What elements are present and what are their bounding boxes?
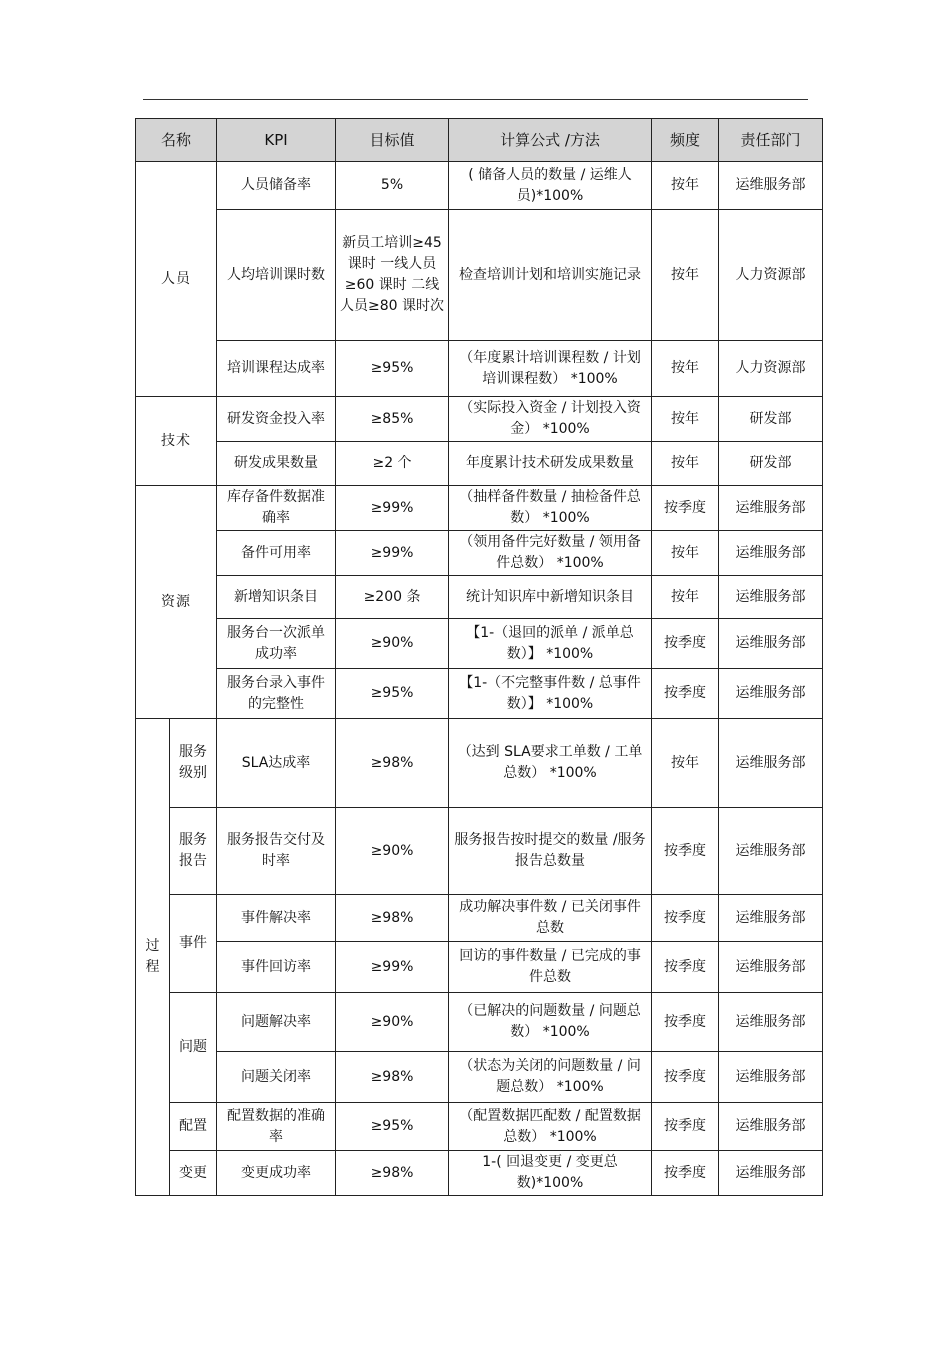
table-row	[136, 210, 823, 341]
target-cell: ≥99%	[336, 531, 449, 576]
target-cell: ≥95%	[336, 341, 449, 397]
department-cell: 运维服务部	[719, 531, 823, 576]
department-cell: 人力资源部	[719, 210, 823, 341]
category-process: 过程	[136, 719, 170, 1196]
department-cell: 研发部	[719, 397, 823, 442]
header-rule	[143, 99, 808, 100]
department-cell: 运维服务部	[719, 1151, 823, 1196]
frequency-cell: 按季度	[652, 1151, 719, 1196]
department-cell: 运维服务部	[719, 1103, 823, 1151]
frequency-cell: 按季度	[652, 619, 719, 669]
department-cell: 运维服务部	[719, 719, 823, 808]
target-cell: ≥98%	[336, 895, 449, 942]
subcategory-problem: 问题	[170, 993, 217, 1103]
kpi-cell: 服务台录入事件的完整性	[217, 669, 336, 719]
frequency-cell: 按季度	[652, 486, 719, 531]
formula-cell: （抽样备件数量 / 抽检备件总数） *100%	[449, 486, 652, 531]
table-row	[136, 531, 823, 576]
kpi-cell: 人员储备率	[217, 162, 336, 210]
frequency-cell: 按季度	[652, 808, 719, 895]
category-technology: 技术	[136, 397, 217, 486]
kpi-cell: 研发资金投入率	[217, 397, 336, 442]
formula-cell: 年度累计技术研发成果数量	[449, 442, 652, 486]
formula-cell: 成功解决事件数 / 已关闭事件总数	[449, 895, 652, 942]
kpi-cell: 配置数据的准确率	[217, 1103, 336, 1151]
frequency-cell: 按年	[652, 397, 719, 442]
subcategory-incident: 事件	[170, 895, 217, 993]
kpi-cell: 培训课程达成率	[217, 341, 336, 397]
category-personnel: 人员	[136, 162, 217, 397]
formula-cell: （状态为关闭的问题数量 / 问题总数） *100%	[449, 1052, 652, 1103]
target-cell: ≥85%	[336, 397, 449, 442]
subcategory-config: 配置	[170, 1103, 217, 1151]
target-cell: 5%	[336, 162, 449, 210]
header-department: 责任部门	[719, 119, 823, 162]
frequency-cell: 按年	[652, 576, 719, 619]
formula-cell: 检查培训计划和培训实施记录	[449, 210, 652, 341]
header-name: 名称	[136, 119, 217, 162]
table-row	[136, 669, 823, 719]
formula-cell: 【1-（不完整事件数 / 总事件数）】 *100%	[449, 669, 652, 719]
table-header-row	[136, 119, 823, 162]
target-cell: ≥99%	[336, 486, 449, 531]
kpi-cell: 事件解决率	[217, 895, 336, 942]
formula-cell: （年度累计培训课程数 / 计划培训课程数） *100%	[449, 341, 652, 397]
table-row	[136, 442, 823, 486]
frequency-cell: 按季度	[652, 895, 719, 942]
table-row	[136, 486, 823, 531]
table-row	[136, 341, 823, 397]
kpi-cell: 服务报告交付及时率	[217, 808, 336, 895]
frequency-cell: 按季度	[652, 942, 719, 993]
kpi-cell: 事件回访率	[217, 942, 336, 993]
frequency-cell: 按年	[652, 210, 719, 341]
target-cell: ≥90%	[336, 993, 449, 1052]
department-cell: 运维服务部	[719, 486, 823, 531]
header-target: 目标值	[336, 119, 449, 162]
target-cell: ≥99%	[336, 942, 449, 993]
target-cell: ≥98%	[336, 1151, 449, 1196]
department-cell: 运维服务部	[719, 619, 823, 669]
header-formula: 计算公式 /方法	[449, 119, 652, 162]
table-row	[136, 942, 823, 993]
table-row	[136, 1052, 823, 1103]
department-cell: 研发部	[719, 442, 823, 486]
formula-cell: 【1-（退回的派单 / 派单总数）】 *100%	[449, 619, 652, 669]
formula-cell: 服务报告按时提交的数量 /服务报告总数量	[449, 808, 652, 895]
formula-cell: 统计知识库中新增知识条目	[449, 576, 652, 619]
header-frequency: 频度	[652, 119, 719, 162]
department-cell: 运维服务部	[719, 808, 823, 895]
frequency-cell: 按年	[652, 531, 719, 576]
kpi-cell: 服务台一次派单成功率	[217, 619, 336, 669]
target-cell: ≥90%	[336, 619, 449, 669]
frequency-cell: 按年	[652, 719, 719, 808]
kpi-cell: 问题解决率	[217, 993, 336, 1052]
table-row	[136, 895, 823, 942]
kpi-table	[135, 118, 823, 1196]
formula-cell: 回访的事件数量 / 已完成的事件总数	[449, 942, 652, 993]
frequency-cell: 按年	[652, 442, 719, 486]
table-row	[136, 576, 823, 619]
table-row	[136, 162, 823, 210]
formula-cell: 1-( 回退变更 / 变更总数)*100%	[449, 1151, 652, 1196]
frequency-cell: 按季度	[652, 993, 719, 1052]
target-cell: ≥2 个	[336, 442, 449, 486]
kpi-cell: 变更成功率	[217, 1151, 336, 1196]
department-cell: 人力资源部	[719, 341, 823, 397]
department-cell: 运维服务部	[719, 993, 823, 1052]
target-cell: ≥98%	[336, 1052, 449, 1103]
department-cell: 运维服务部	[719, 162, 823, 210]
table-row	[136, 719, 823, 808]
table-row	[136, 1151, 823, 1196]
table-row	[136, 1103, 823, 1151]
formula-cell: （领用备件完好数量 / 领用备件总数） *100%	[449, 531, 652, 576]
kpi-cell: 新增知识条目	[217, 576, 336, 619]
department-cell: 运维服务部	[719, 576, 823, 619]
subcategory-service-report: 服务报告	[170, 808, 217, 895]
table-row	[136, 808, 823, 895]
kpi-cell: 库存备件数据准确率	[217, 486, 336, 531]
kpi-cell: 人均培训课时数	[217, 210, 336, 341]
frequency-cell: 按年	[652, 341, 719, 397]
target-cell: ≥95%	[336, 1103, 449, 1151]
formula-cell: （配置数据匹配数 / 配置数据总数） *100%	[449, 1103, 652, 1151]
formula-cell: （实际投入资金 / 计划投入资金） *100%	[449, 397, 652, 442]
target-cell: ≥90%	[336, 808, 449, 895]
kpi-cell: 备件可用率	[217, 531, 336, 576]
department-cell: 运维服务部	[719, 669, 823, 719]
frequency-cell: 按季度	[652, 1103, 719, 1151]
subcategory-change: 变更	[170, 1151, 217, 1196]
table-row	[136, 993, 823, 1052]
target-cell: ≥98%	[336, 719, 449, 808]
header-kpi: KPI	[217, 119, 336, 162]
kpi-cell: 问题关闭率	[217, 1052, 336, 1103]
formula-cell: ( 储备人员的数量 / 运维人员)*100%	[449, 162, 652, 210]
category-resources: 资源	[136, 486, 217, 719]
department-cell: 运维服务部	[719, 1052, 823, 1103]
frequency-cell: 按季度	[652, 669, 719, 719]
target-cell: 新员工培训≥45 课时 一线人员≥60 课时 二线人员≥80 课时次	[336, 210, 449, 341]
frequency-cell: 按季度	[652, 1052, 719, 1103]
frequency-cell: 按年	[652, 162, 719, 210]
table-row	[136, 619, 823, 669]
department-cell: 运维服务部	[719, 895, 823, 942]
formula-cell: （达到 SLA要求工单数 / 工单总数） *100%	[449, 719, 652, 808]
department-cell: 运维服务部	[719, 942, 823, 993]
kpi-cell: SLA达成率	[217, 719, 336, 808]
target-cell: ≥95%	[336, 669, 449, 719]
kpi-cell: 研发成果数量	[217, 442, 336, 486]
formula-cell: （已解决的问题数量 / 问题总数） *100%	[449, 993, 652, 1052]
target-cell: ≥200 条	[336, 576, 449, 619]
table-row	[136, 397, 823, 442]
subcategory-service-level: 服务级别	[170, 719, 217, 808]
